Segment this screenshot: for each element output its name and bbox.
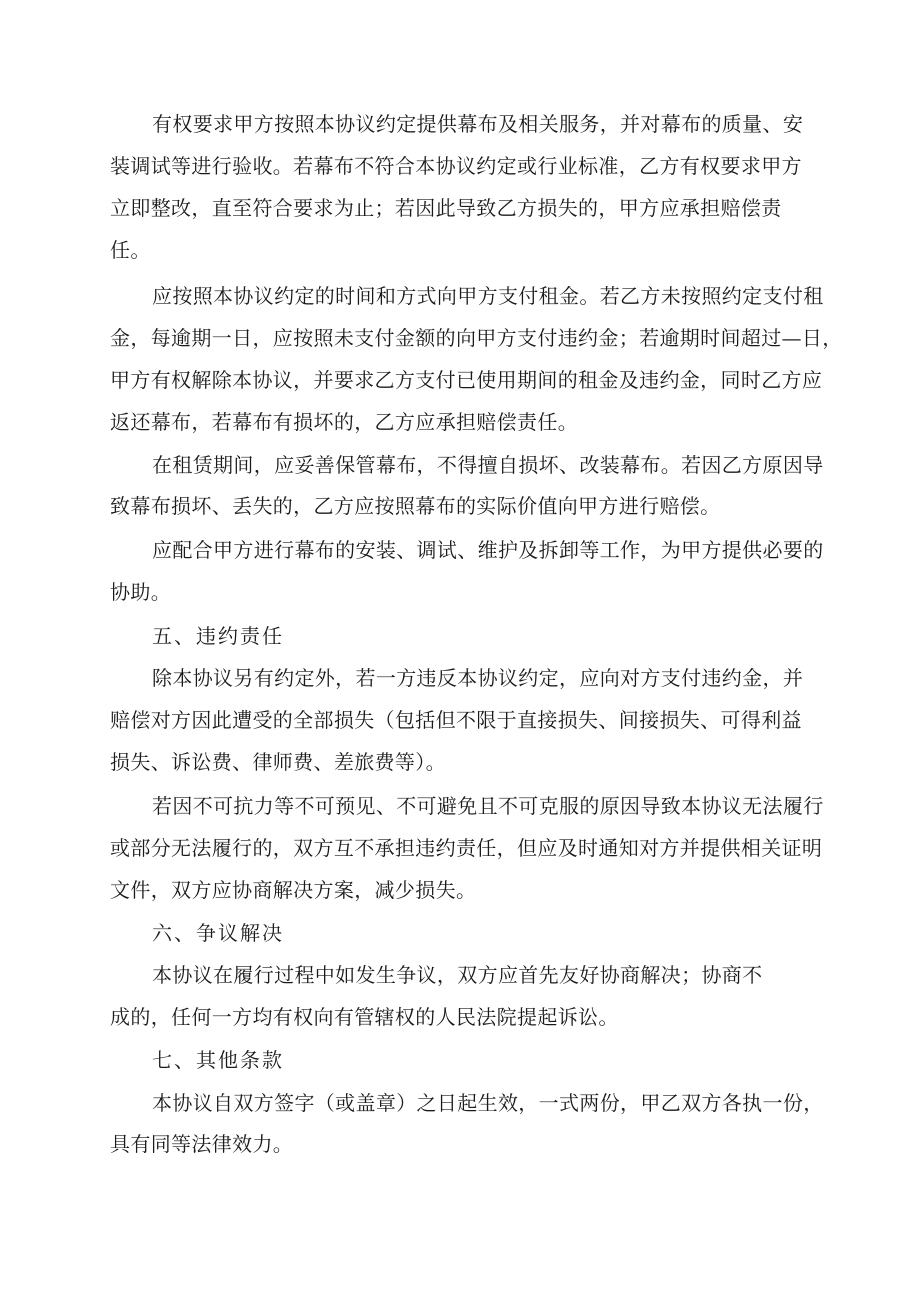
paragraph-line: 致幕布损坏、丢失的，乙方应按照幕布的实际价值向甲方进行赔偿。 xyxy=(110,494,721,518)
paragraph-line: 损失、诉讼费、律师费、差旅费等）。 xyxy=(110,750,446,774)
paragraph-line: 有权要求甲方按照本协议约定提供幕布及相关服务，并对幕布的质量、安 xyxy=(152,112,804,136)
paragraph-line: 成的，任何一方均有权向有管辖权的人民法院提起诉讼。 xyxy=(110,1005,619,1029)
paragraph-line: 返还幕布，若幕布有损坏的，乙方应承担赔偿责任。 xyxy=(110,410,579,434)
paragraph-line: 文件，双方应协商解决方案，减少损失。 xyxy=(110,878,477,902)
paragraph-line: 应配合甲方进行幕布的安装、调试、维护及拆卸等工作，为甲方提供必要的 xyxy=(152,538,824,562)
paragraph-line: 本协议自双方签字（或盖章）之日起生效，一式两份，甲乙双方各执一份， xyxy=(152,1091,824,1115)
section-heading-7: 七、其他条款 xyxy=(152,1048,284,1072)
paragraph-line: 若因不可抗力等不可预见、不可避免且不可克服的原因导致本协议无法履行 xyxy=(152,794,824,818)
paragraph-line: 装调试等进行验收。若幕布不符合本协议约定或行业标准，乙方有权要求甲方 xyxy=(110,154,802,178)
paragraph-line: 立即整改，直至符合要求为止；若因此导致乙方损失的，甲方应承担赔偿责 xyxy=(110,196,782,220)
section-heading-6: 六、争议解决 xyxy=(152,921,284,945)
paragraph-line: 协助。 xyxy=(110,580,172,604)
paragraph-line: 除本协议另有约定外，若一方违反本协议约定，应向对方支付违约金，并 xyxy=(152,666,804,690)
paragraph-line: 甲方有权解除本协议，并要求乙方支付已使用期间的租金及违约金，同时乙方应 xyxy=(110,368,823,392)
paragraph-line: 或部分无法履行的，双方互不承担违约责任，但应及时通知对方并提供相关证明 xyxy=(110,836,823,860)
paragraph-line: 具有同等法律效力。 xyxy=(110,1132,294,1156)
paragraph-line: 在租赁期间，应妥善保管幕布，不得擅自损坏、改装幕布。若因乙方原因导 xyxy=(152,453,824,477)
paragraph-line: 本协议在履行过程中如发生争议，双方应首先友好协商解决；协商不 xyxy=(152,963,763,987)
section-heading-5: 五、违约责任 xyxy=(152,624,284,648)
paragraph-line: 任。 xyxy=(110,238,151,262)
paragraph-line: 赔偿对方因此遭受的全部损失（包括但不限于直接损失、间接损失、可得利益 xyxy=(110,708,802,732)
paragraph-line: 金，每逾期一日，应按照未支付金额的向甲方支付违约金；若逾期时间超过—日， xyxy=(110,326,843,350)
paragraph-line: 应按照本协议约定的时间和方式向甲方支付租金。若乙方未按照约定支付租 xyxy=(152,284,824,308)
